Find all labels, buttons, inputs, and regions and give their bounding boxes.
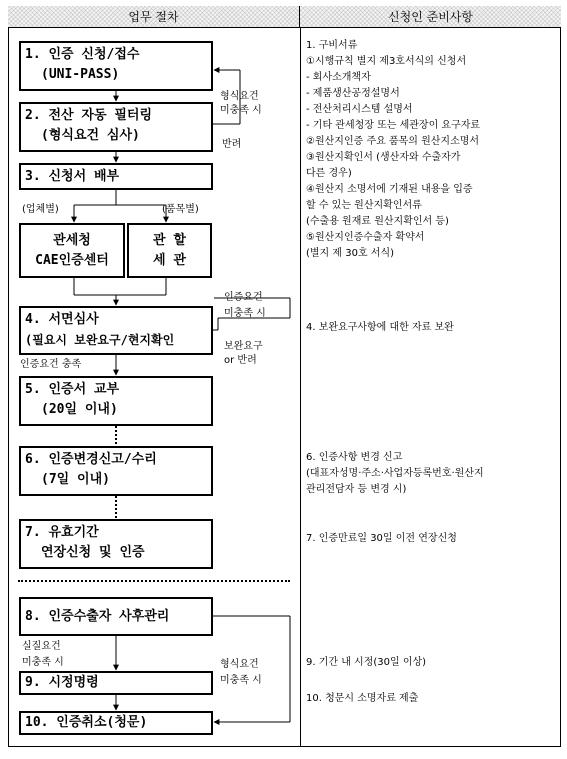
- step-4-box: [19, 306, 213, 355]
- step-5-sub: (20일 이내): [41, 402, 118, 417]
- step-4a-line1: 관세청: [53, 232, 91, 248]
- step-9-title: 9. 시정명령: [25, 675, 99, 690]
- note-real-unmet: 실질요건 미충족 시: [22, 641, 64, 668]
- prep-required-docs: 1. 구비서류 ①시행규칙 별지 제3호서식의 신청서 - 회사소개책자 - 제품생산공정설명서 - 전산처리시스템 설명서 - 기타 관세청장 또는 세관장이 요구자료 ②원산지인증 주요 품목의 원산지소명서 ③원산지확인서 (생산자와 수출자가 다른 경우) ④원산지 소명서에 기재된 내용을 입증 할 수 있는 원산지확인서류 (수출용 원재료 원산지확인서 등) ⑤원산지인증수출자 확약서 (별지 제 30호 서식): [306, 40, 481, 259]
- header-procedure: 업무 절차: [8, 6, 300, 28]
- step-4b-line1: 관 할: [153, 232, 186, 248]
- note-cert-met: 인증요건 충족: [20, 359, 82, 370]
- note-format-unmet-9: 형식요건 미충족 시: [220, 659, 262, 686]
- step-6-title: 6. 인증변경신고/수리: [25, 452, 157, 467]
- step-7-title: 7. 유효기간: [25, 525, 99, 540]
- step-10-box: [19, 711, 213, 735]
- prep-hearing: 10. 청문시 소명자료 제출: [306, 693, 419, 704]
- step-8-box: [19, 597, 213, 636]
- section-separator: [18, 580, 290, 582]
- step-2-sub: (형식요건 심사): [41, 128, 140, 143]
- step-5-title: 5. 인증서 교부: [25, 382, 120, 397]
- note-supplement: 보완요구 or 반려: [224, 341, 263, 366]
- note-by-company: (업체별): [22, 204, 59, 215]
- step-7-sub: 연장신청 및 인증: [41, 545, 145, 560]
- step-6-sub: (7일 이내): [41, 472, 110, 487]
- note-cert-unmet: 인증요건 미충족 시: [224, 292, 266, 319]
- step-2-box: [19, 102, 213, 152]
- step-1-sub: (UNI-PASS): [41, 67, 120, 82]
- step-9-box: [19, 671, 213, 695]
- step-5-box: [19, 376, 213, 426]
- step-4b-box: [127, 223, 212, 278]
- note-by-item: (품목별): [162, 204, 199, 215]
- note-format-unmet: 형식요건 미충족 시: [220, 91, 262, 116]
- step-4b-line2: 세 관: [153, 252, 186, 268]
- step-4a-line2: CAE인증센터: [35, 252, 109, 268]
- step-1-box: [19, 41, 213, 91]
- header-preparation: 신청인 준비사항: [300, 6, 561, 28]
- step-4-sub: (필요시 보완요구/현지확인: [25, 333, 175, 347]
- step-2-title: 2. 전산 자동 필터링: [25, 108, 153, 123]
- step-3-title: 3. 신청서 배부: [25, 169, 120, 184]
- step-1-title: 1. 인증 신청/접수: [25, 47, 140, 62]
- prep-extension: 7. 인증만료일 30일 이전 연장신청: [306, 533, 457, 544]
- prep-change-report: 6. 인증사항 변경 신고 (대표자성명·주소·사업자등록번호·원산지 관리전담자 등 변경 시): [306, 452, 484, 495]
- step-4-title: 4. 서면심사: [25, 312, 99, 327]
- step-3-box: [19, 163, 213, 190]
- step-7-box: [19, 519, 213, 569]
- step-8-title: 8. 인증수출자 사후관리: [25, 608, 170, 624]
- note-reject: 반려: [222, 139, 242, 150]
- step-4a-box: [19, 223, 125, 278]
- prep-supplement: 4. 보완요구사항에 대한 자료 보완: [306, 322, 454, 333]
- step-6-box: [19, 446, 213, 496]
- step-10-title: 10. 인증취소(청문): [25, 715, 148, 730]
- prep-correction: 9. 기간 내 시정(30일 이상): [306, 657, 427, 668]
